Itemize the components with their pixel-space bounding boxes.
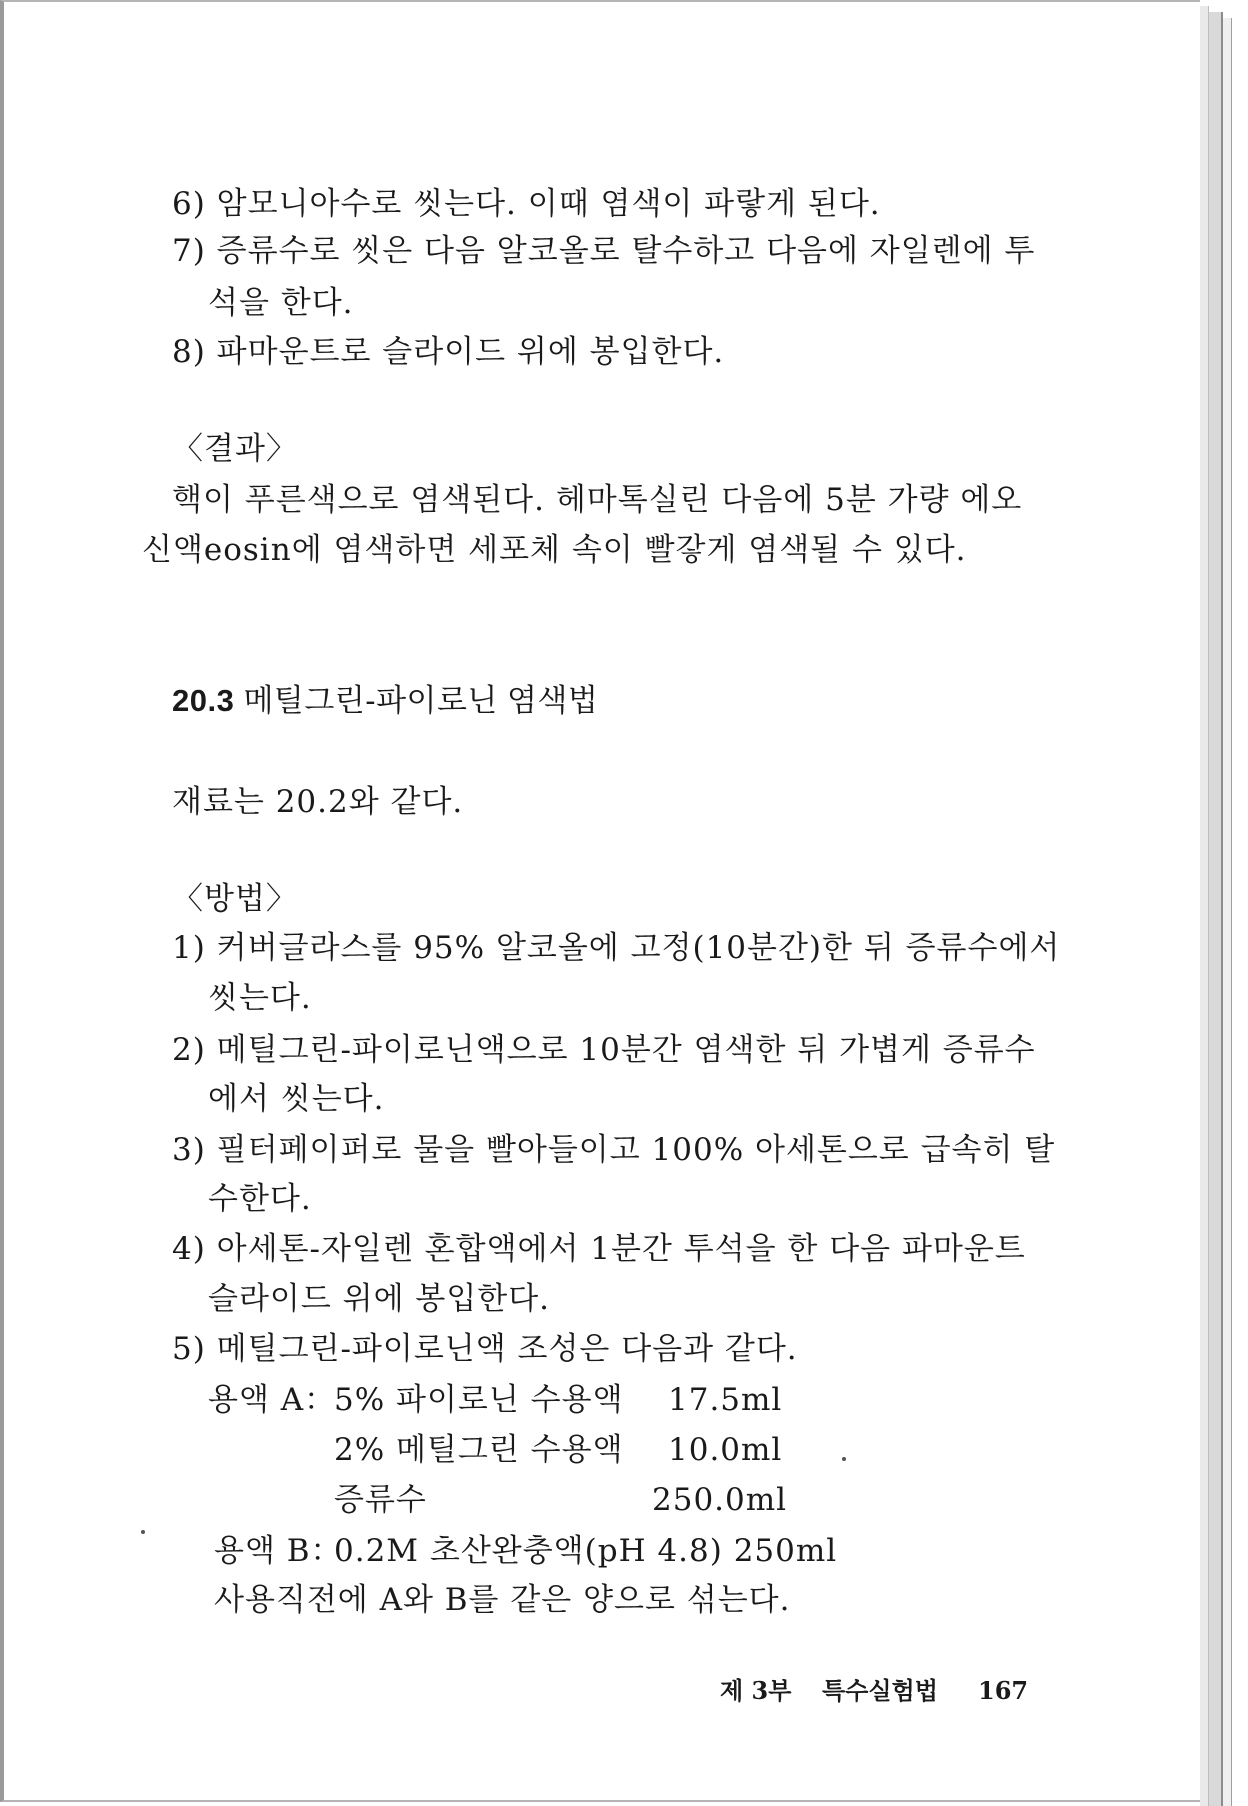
result-label: 〈결과〉 [172, 431, 298, 467]
print-speck [141, 1530, 145, 1534]
method-step-4-line-1: 4) 아세톤-자일렌 혼합액에서 1분간 투석을 한 다음 파마운트 [172, 1231, 1026, 1267]
page-number: 167 [978, 1676, 1029, 1705]
method-step-3-line-2: 수한다. [208, 1181, 312, 1217]
step-8-line-1: 8) 파마운트로 슬라이드 위에 봉입한다. [172, 334, 725, 370]
method-step-5-line-1: 5) 메틸그린-파이로닌액 조성은 다음과 같다. [172, 1331, 798, 1367]
solution-b-label: 용액 B： [214, 1533, 343, 1569]
section-number: 20.3 [172, 683, 235, 718]
solution-a-item-3: 증류수 [334, 1482, 427, 1518]
method-label: 〈방법〉 [172, 881, 298, 917]
method-step-2-line-2: 에서 씻는다. [208, 1081, 385, 1117]
result-line-2: 신액eosin에 염색하면 세포체 속이 빨갛게 염색될 수 있다. [142, 532, 967, 568]
section-heading [172, 681, 598, 721]
method-step-3-line-1: 3) 필터페이퍼로 물을 빨아들이고 100% 아세톤으로 급속히 탈 [172, 1132, 1056, 1168]
footer-part-title: 특수실험법 [822, 1676, 938, 1705]
method-step-4-line-2: 슬라이드 위에 봉입한다. [208, 1281, 551, 1317]
solution-a-amount-3: 250.0ml [652, 1482, 788, 1518]
print-speck [842, 1457, 846, 1461]
solution-a-item-1: 5% 파이로닌 수용액 [334, 1382, 624, 1418]
footer-part: 제 3부 [720, 1676, 792, 1705]
page-stack-edge [1200, 6, 1209, 1806]
method-step-2-line-1: 2) 메틸그린-파이로닌액으로 10분간 염색한 뒤 가볍게 증류수 [172, 1032, 1036, 1068]
materials-note: 재료는 20.2와 같다. [172, 784, 464, 820]
solution-a-amount-1: 17.5ml [668, 1382, 783, 1418]
solution-b-text: 0.2M 초산완충액(pH 4.8) 250ml [334, 1533, 838, 1569]
step-7-line-1: 7) 증류수로 씻은 다음 알코올로 탈수하고 다음에 자일렌에 투 [172, 233, 1036, 269]
section-title: 메틸그린-파이로닌 염색법 [243, 683, 599, 718]
solution-a-label: 용액 A： [208, 1382, 337, 1418]
page-stack-edge [1223, 18, 1232, 1806]
step-7-line-2: 석을 한다. [208, 285, 354, 321]
solution-a-amount-2: 10.0ml [668, 1432, 783, 1468]
mixing-note: 사용직전에 A와 B를 같은 양으로 섞는다. [214, 1582, 791, 1618]
result-line-1: 핵이 푸른색으로 염색된다. 헤마톡실린 다음에 5분 가량 에오 [172, 482, 1023, 518]
method-step-1-line-2: 씻는다. [208, 980, 312, 1016]
step-6-line-1: 6) 암모니아수로 씻는다. 이때 염색이 파랗게 된다. [172, 186, 881, 222]
solution-a-item-2: 2% 메틸그린 수용액 [334, 1432, 624, 1468]
method-step-1-line-1: 1) 커버글라스를 95% 알코올에 고정(10분간)한 뒤 증류수에서 [172, 930, 1061, 966]
page-stack-edge [1209, 12, 1223, 1806]
